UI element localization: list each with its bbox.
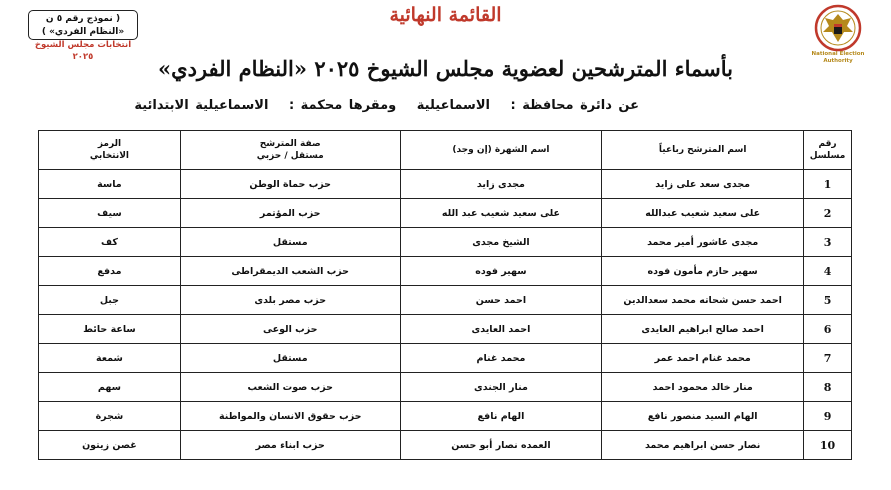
cell-symbol: كف (39, 228, 181, 257)
cell-fame: احمد حسن (400, 286, 602, 315)
cell-symbol: سيف (39, 199, 181, 228)
cell-capacity: حزب صوت الشعب (180, 373, 400, 402)
cell-serial: 8 (804, 373, 852, 402)
cell-symbol: ساعة حائط (39, 315, 181, 344)
cell-symbol: جبل (39, 286, 181, 315)
cell-symbol: غصن زيتون (39, 431, 181, 460)
cell-name: منار خالد محمود احمد (602, 373, 804, 402)
cell-capacity: حزب ابناء مصر (180, 431, 400, 460)
table-row (39, 344, 852, 373)
final-list-title: القائمة النهائية (389, 4, 502, 26)
cell-serial: 3 (804, 228, 852, 257)
cell-serial: 6 (804, 315, 852, 344)
table-header-row (39, 131, 852, 170)
district-label: عن دائرة محافظة : (510, 98, 639, 113)
header-serial (804, 131, 852, 170)
cell-name: الهام السيد منصور نافع (602, 402, 804, 431)
header-serial-line2: مسلسل (809, 151, 846, 161)
header-serial-line1: رقم (818, 139, 837, 149)
table-row (39, 402, 852, 431)
cell-name: مجدى سعد على زايد (602, 170, 804, 199)
header-capacity (180, 131, 400, 170)
court-label: ومقرها محكمة : (288, 98, 397, 113)
cell-serial: 5 (804, 286, 852, 315)
cell-fame: سهير فوده (400, 257, 602, 286)
cell-symbol: مدفع (39, 257, 181, 286)
table-row (39, 315, 852, 344)
cell-capacity: حزب حقوق الانسان والمواطنة (180, 402, 400, 431)
cell-fame: على سعيد شعيب عبد الله (400, 199, 602, 228)
header-symbol-line1: الرمز (97, 139, 122, 149)
candidates-table (38, 130, 852, 460)
cell-name: نصار حسن ابراهيم محمد (602, 431, 804, 460)
cell-fame: مجدى زايد (400, 170, 602, 199)
page-title: بأسماء المترشحين لعضوية مجلس الشيوخ ٢٠٢٥ «النظام الفردي» (158, 56, 733, 81)
cell-capacity: حزب الوعى (180, 315, 400, 344)
egypt-eagle-emblem-icon (803, 4, 873, 52)
form-model-label: ( نموذج رقم ٥ ن «النظام الفردي» ) (41, 14, 125, 37)
district-line (120, 98, 639, 113)
cell-name: مجدى عاشور أمير محمد (602, 228, 804, 257)
table-row (39, 431, 852, 460)
header-capacity-line2: مستقل / حزبي (256, 151, 324, 161)
cell-fame: محمد غنام (400, 344, 602, 373)
cell-name: سهير حازم مأمون فوده (602, 257, 804, 286)
table-row (39, 170, 852, 199)
cell-serial: 10 (804, 431, 852, 460)
table-row (39, 257, 852, 286)
cell-fame: الشيخ مجدى (400, 228, 602, 257)
cell-capacity: مستقل (180, 228, 400, 257)
cell-capacity: حزب الشعب الديمقراطى (180, 257, 400, 286)
table-row (39, 286, 852, 315)
cell-serial: 7 (804, 344, 852, 373)
cell-fame: احمد العايدى (400, 315, 602, 344)
election-label: انتخابات مجلس الشيوخ ٢٠٢٥ (34, 40, 132, 62)
district-name: الاسماعيلية (416, 98, 490, 113)
cell-name: على سعيد شعيب عبدالله (602, 199, 804, 228)
header-name: اسم المترشح رباعياً (602, 131, 804, 170)
cell-fame: العمده نصار أبو حسن (400, 431, 602, 460)
logo-caption: National Election Authority (811, 51, 865, 64)
cell-symbol: شمعة (39, 344, 181, 373)
table-row (39, 373, 852, 402)
cell-symbol: ماسة (39, 170, 181, 199)
cell-name: احمد حسن شحاته محمد سعدالدين (602, 286, 804, 315)
cell-capacity: مستقل (180, 344, 400, 373)
header-symbol (39, 131, 181, 170)
cell-serial: 1 (804, 170, 852, 199)
cell-capacity: حزب حماة الوطن (180, 170, 400, 199)
cell-serial: 2 (804, 199, 852, 228)
cell-name: محمد غنام احمد عمر (602, 344, 804, 373)
table-row (39, 199, 852, 228)
header-fame: اسم الشهرة (إن وجد) (400, 131, 602, 170)
cell-serial: 4 (804, 257, 852, 286)
cell-fame: الهام نافع (400, 402, 602, 431)
header-capacity-line1: صفة المترشح (259, 139, 321, 149)
cell-fame: منار الجندى (400, 373, 602, 402)
cell-symbol: شجرة (39, 402, 181, 431)
table-row (39, 228, 852, 257)
form-model-box (28, 10, 138, 62)
cell-capacity: حزب المؤتمر (180, 199, 400, 228)
header-symbol-line2: الانتخابي (89, 151, 130, 161)
court-name: الاسماعيلية الابتدائية (134, 98, 269, 113)
cell-symbol: سهم (39, 373, 181, 402)
cell-name: احمد صالح ابراهيم العايدى (602, 315, 804, 344)
cell-capacity: حزب مصر بلدى (180, 286, 400, 315)
cell-serial: 9 (804, 402, 852, 431)
